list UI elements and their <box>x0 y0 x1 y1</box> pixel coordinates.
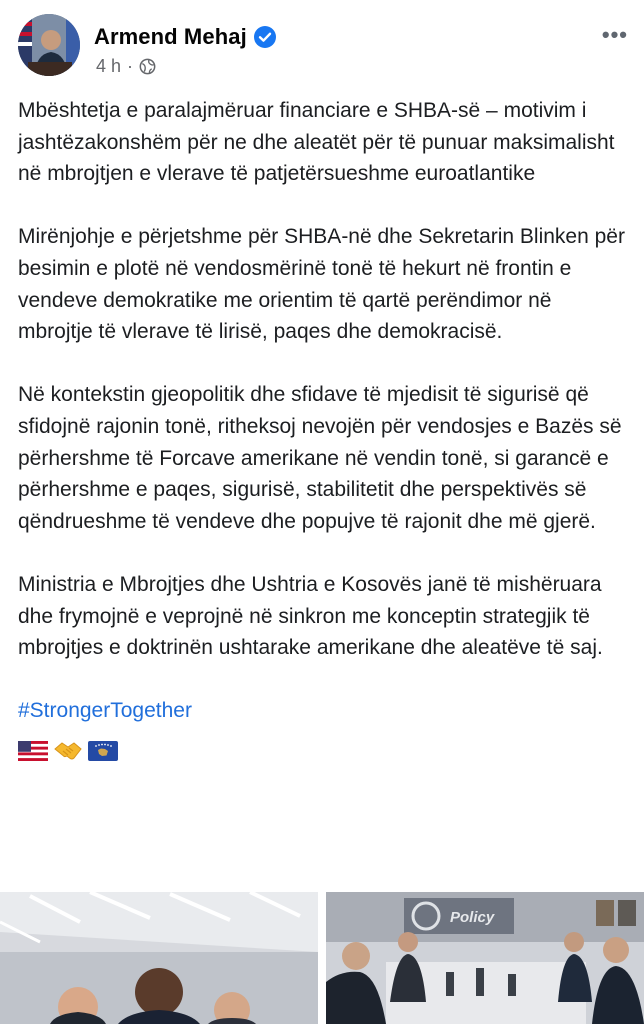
post-time[interactable]: 4 h <box>96 56 122 76</box>
post-photo[interactable] <box>326 892 644 1024</box>
meta-separator: · <box>127 56 134 76</box>
more-options-button[interactable]: ••• <box>601 22 628 47</box>
post-text <box>18 95 630 763</box>
post-paragraph: Mbështetja e paralajmëruar financiare e SHBA-së – motivim i jashtëzakonshëm për ne dhe aleatët për të punuar maksimalisht në mbrojtjen e vlerave të patjetërsueshme euroatlantike <box>18 99 615 186</box>
handshake-icon <box>54 739 82 763</box>
hashtag-link[interactable]: #StrongerTogether <box>18 699 192 723</box>
kosovo-flag-icon <box>88 741 118 761</box>
globe-icon[interactable] <box>139 58 156 75</box>
wall-sign: Policy <box>450 909 495 926</box>
post-meta <box>96 56 156 77</box>
post-paragraph: Në kontekstin gjeopolitik dhe sfidave të mjedisit të sigurisë që sfidojnë rajonin tonë, ritheksoj nevojën për vendosjes e Bazës së përhershme të Forcave amerikane në vendin tonë, si garancë e përhershme e paqes, sigurisë, stabilitetit dhe perspektivës së qëndrueshme të vendeve dhe popujve të rajonit dhe më gjerë. <box>18 383 622 533</box>
photo-grid <box>0 892 644 1024</box>
author-row <box>94 24 276 50</box>
us-flag-icon <box>18 741 48 761</box>
author-name[interactable]: Armend Mehaj <box>94 24 247 49</box>
post-paragraph: Mirënjohje e përjetshme për SHBA-në dhe Sekretarin Blinken për besimin e plotë në vendosmërinë tonë të hekurt në frontin e vendeve demokratike me orientim të qartë perëndimor në mbrojtje të vlerave të lirisë, paqes dhe demokracisë. <box>18 225 625 344</box>
post-header <box>0 0 644 90</box>
avatar[interactable] <box>18 14 80 76</box>
verified-badge-icon <box>254 26 276 48</box>
emoji-row <box>18 739 630 763</box>
post-photo[interactable] <box>0 892 318 1024</box>
post-paragraph: Ministria e Mbrojtjes dhe Ushtria e Kosovës janë të mishëruara dhe frymojnë e veprojnë në sinkron me konceptin strategjik të mbrojtjes e doktrinën ushtarake amerikane dhe aleatëve të saj. <box>18 572 603 660</box>
